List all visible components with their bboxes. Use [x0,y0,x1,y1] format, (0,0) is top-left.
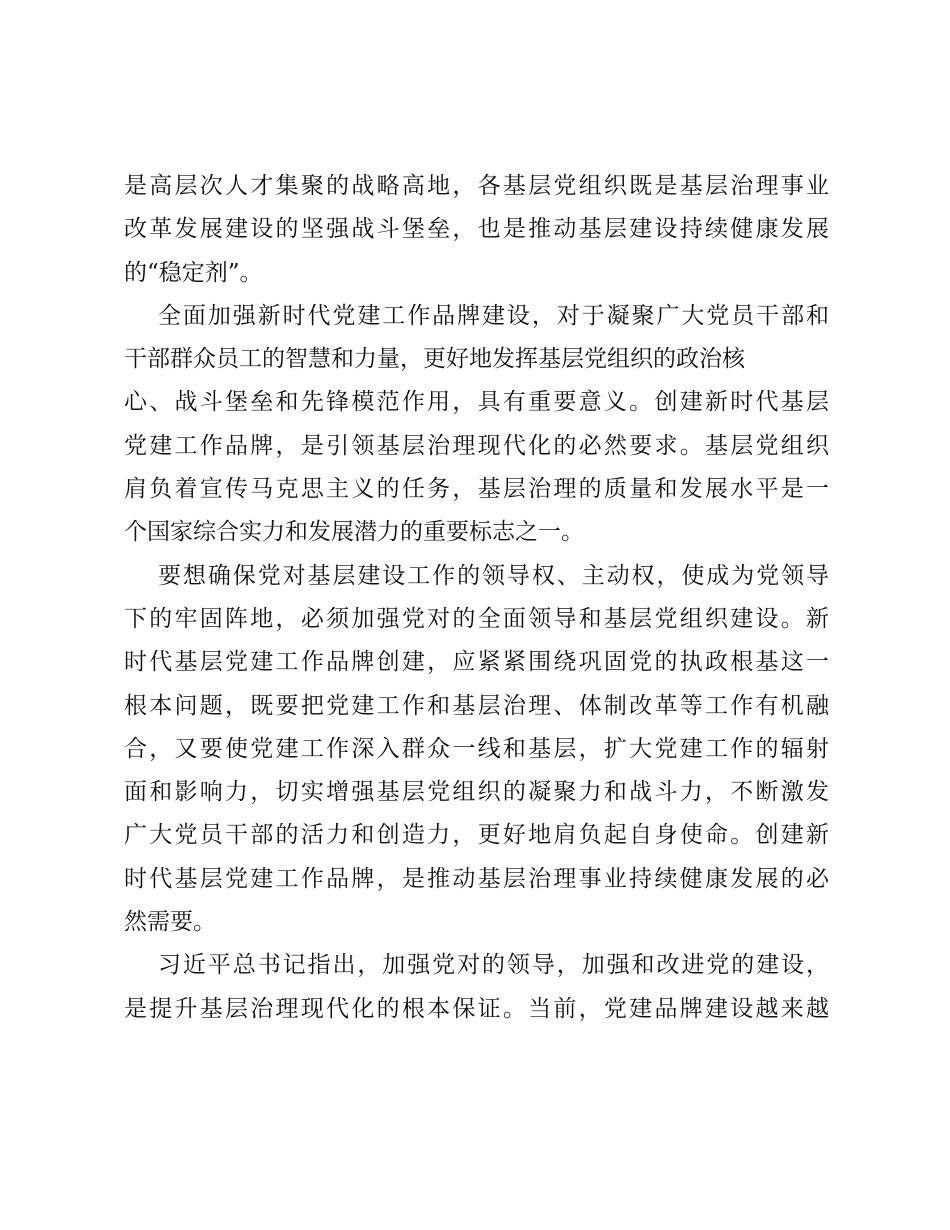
text-line: 的“稳定剂”。 [124,259,263,286]
text-line: 下的牢固阵地，必须加强党对的全面领导和基层党组织建设。新 [124,605,829,632]
text-line: 个国家综合实力和发展潜力的重要标志之一。 [124,519,584,546]
text-line: 党建工作品牌，是引领基层治理现代化的必然要求。基层党组织 [124,432,829,459]
text-line: 然需要。 [124,909,216,936]
text-line: 肩负着宣传马克思主义的任务，基层治理的质量和发展水平是一 [124,476,829,503]
text-line: 合，又要使党建工作深入群众一线和基层，扩大党建工作的辐射 [124,735,829,762]
text-line: 要想确保党对基层建设工作的领导权、主动权，使成为党领导 [158,562,829,589]
body-text [124,165,829,1031]
text-line: 干部群众员工的智慧和力量，更好地发挥基层党组织的政治核 [124,346,745,373]
text-line: 习近平总书记指出，加强党对的领导，加强和改进党的建设， [158,952,829,979]
text-line: 时代基层党建工作品牌创建，应紧紧围绕巩固党的执政根基这一 [124,649,829,676]
text-line: 时代基层党建工作品牌，是推动基层治理事业持续健康发展的必 [124,865,829,892]
text-line: 面和影响力，切实增强基层党组织的凝聚力和战斗力，不断激发 [124,779,829,806]
text-line: 改革发展建设的坚强战斗堡垒，也是推动基层建设持续健康发展 [124,216,829,243]
text-line: 心、战斗堡垒和先锋模范作用，具有重要意义。创建新时代基层 [124,389,829,416]
text-line: 是高层次人才集聚的战略高地，各基层党组织既是基层治理事业 [124,173,829,199]
text-line: 广大党员干部的活力和创造力，更好地肩负起自身使命。创建新 [124,822,829,849]
text-line: 是提升基层治理现代化的根本保证。当前，党建品牌建设越来越 [124,995,829,1022]
text-line: 根本问题，既要把党建工作和基层治理、体制改革等工作有机融 [124,692,829,719]
text-line: 全面加强新时代党建工作品牌建设，对于凝聚广大党员干部和 [158,302,829,329]
